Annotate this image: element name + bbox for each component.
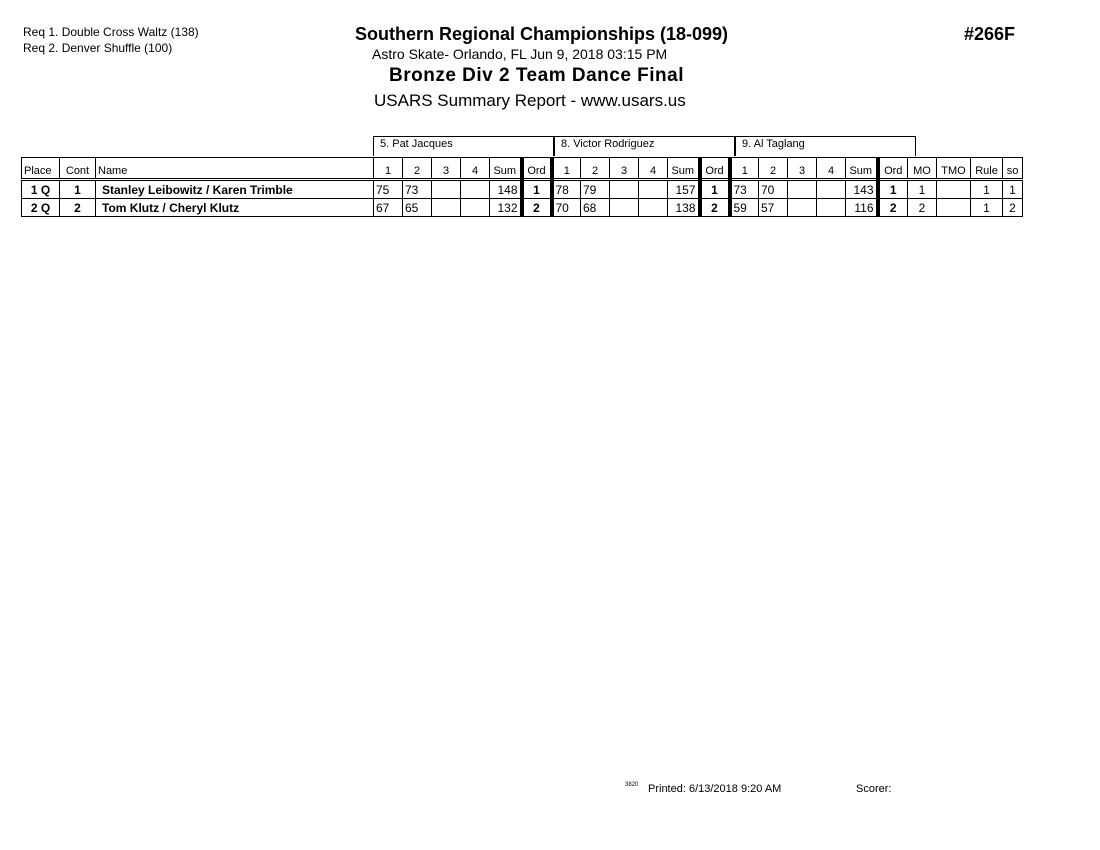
header-j2-sum: Sum — [668, 158, 700, 180]
header-j3-1: 1 — [730, 158, 759, 180]
score-cell — [610, 180, 639, 199]
report-title: USARS Summary Report - www.usars.us — [374, 91, 686, 110]
venue-date: Astro Skate- Orlando, FL Jun 9, 2018 03:15 PM — [372, 46, 668, 62]
score-cell — [788, 199, 817, 217]
score-cell — [639, 180, 668, 199]
cont-cell: 2 — [60, 199, 96, 217]
cont-cell: 1 — [60, 180, 96, 199]
header-j2-3: 3 — [610, 158, 639, 180]
score-cell: 73 — [403, 180, 432, 199]
header-mo: MO — [908, 158, 937, 180]
score-cell: 59 — [730, 199, 759, 217]
scorer-label: Scorer: — [856, 783, 892, 795]
table-row — [22, 199, 1023, 217]
judge-header-3: 9. Al Taglang — [735, 136, 916, 156]
score-cell: 73 — [730, 180, 759, 199]
championship-title: Southern Regional Championships (18-099) — [355, 24, 729, 44]
header-j1-ord: Ord — [522, 158, 552, 180]
score-cell — [817, 199, 846, 217]
table-header-row — [22, 158, 1023, 180]
score-cell — [432, 199, 461, 217]
event-number: #266F — [964, 24, 1016, 44]
score-cell: 70 — [552, 199, 581, 217]
name-cell: Tom Klutz / Cheryl Klutz — [96, 199, 374, 217]
rule-cell: 1 — [971, 199, 1003, 217]
header-name: Name — [96, 158, 374, 180]
place-cell: 1 Q — [22, 180, 60, 199]
sum-cell: 116 — [846, 199, 878, 217]
mo-cell: 2 — [908, 199, 937, 217]
score-cell: 68 — [581, 199, 610, 217]
place-cell: 2 Q — [22, 199, 60, 217]
header-rule: Rule — [971, 158, 1003, 180]
header-j3-4: 4 — [817, 158, 846, 180]
sum-cell: 148 — [490, 180, 522, 199]
header-j2-4: 4 — [639, 158, 668, 180]
so-cell: 1 — [1003, 180, 1023, 199]
header-j1-sum: Sum — [490, 158, 522, 180]
judge-header-2: 8. Victor Rodriguez — [554, 136, 735, 156]
score-cell: 57 — [759, 199, 788, 217]
ord-cell: 1 — [522, 180, 552, 199]
table-row — [22, 180, 1023, 199]
ord-cell: 2 — [878, 199, 908, 217]
tmo-cell — [937, 199, 971, 217]
ord-cell: 2 — [700, 199, 730, 217]
header-j3-sum: Sum — [846, 158, 878, 180]
score-cell — [610, 199, 639, 217]
judge-header-1: 5. Pat Jacques — [373, 136, 554, 156]
header-j2-1: 1 — [552, 158, 581, 180]
score-cell: 67 — [374, 199, 403, 217]
header-j1-2: 2 — [403, 158, 432, 180]
ord-cell: 2 — [522, 199, 552, 217]
score-cell — [461, 199, 490, 217]
requirement-1: Req 1. Double Cross Waltz (138) — [23, 25, 199, 39]
header-so: so — [1003, 158, 1023, 180]
header-j3-3: 3 — [788, 158, 817, 180]
so-cell: 2 — [1003, 199, 1023, 217]
ord-cell: 1 — [700, 180, 730, 199]
score-cell — [432, 180, 461, 199]
results-table — [21, 157, 1023, 217]
header-cont: Cont — [60, 158, 96, 180]
score-cell: 79 — [581, 180, 610, 199]
tmo-cell — [937, 180, 971, 199]
header-place: Place — [22, 158, 60, 180]
ord-cell: 1 — [878, 180, 908, 199]
score-cell — [817, 180, 846, 199]
sum-cell: 143 — [846, 180, 878, 199]
event-name: Bronze Div 2 Team Dance Final — [389, 65, 685, 86]
mo-cell: 1 — [908, 180, 937, 199]
score-cell: 75 — [374, 180, 403, 199]
header-j1-1: 1 — [374, 158, 403, 180]
score-cell: 78 — [552, 180, 581, 199]
header-j1-3: 3 — [432, 158, 461, 180]
header-j2-2: 2 — [581, 158, 610, 180]
score-cell — [461, 180, 490, 199]
header-j3-2: 2 — [759, 158, 788, 180]
sum-cell: 157 — [668, 180, 700, 199]
score-cell — [639, 199, 668, 217]
report-code: 3820 — [625, 782, 639, 788]
name-cell: Stanley Leibowitz / Karen Trimble — [96, 180, 374, 199]
header-j3-ord: Ord — [878, 158, 908, 180]
score-cell — [788, 180, 817, 199]
score-cell: 70 — [759, 180, 788, 199]
printed-timestamp: Printed: 6/13/2018 9:20 AM — [648, 783, 782, 795]
sum-cell: 138 — [668, 199, 700, 217]
sum-cell: 132 — [490, 199, 522, 217]
header-tmo: TMO — [937, 158, 971, 180]
header-j1-4: 4 — [461, 158, 490, 180]
rule-cell: 1 — [971, 180, 1003, 199]
requirement-2: Req 2. Denver Shuffle (100) — [23, 41, 173, 55]
header-j2-ord: Ord — [700, 158, 730, 180]
score-cell: 65 — [403, 199, 432, 217]
